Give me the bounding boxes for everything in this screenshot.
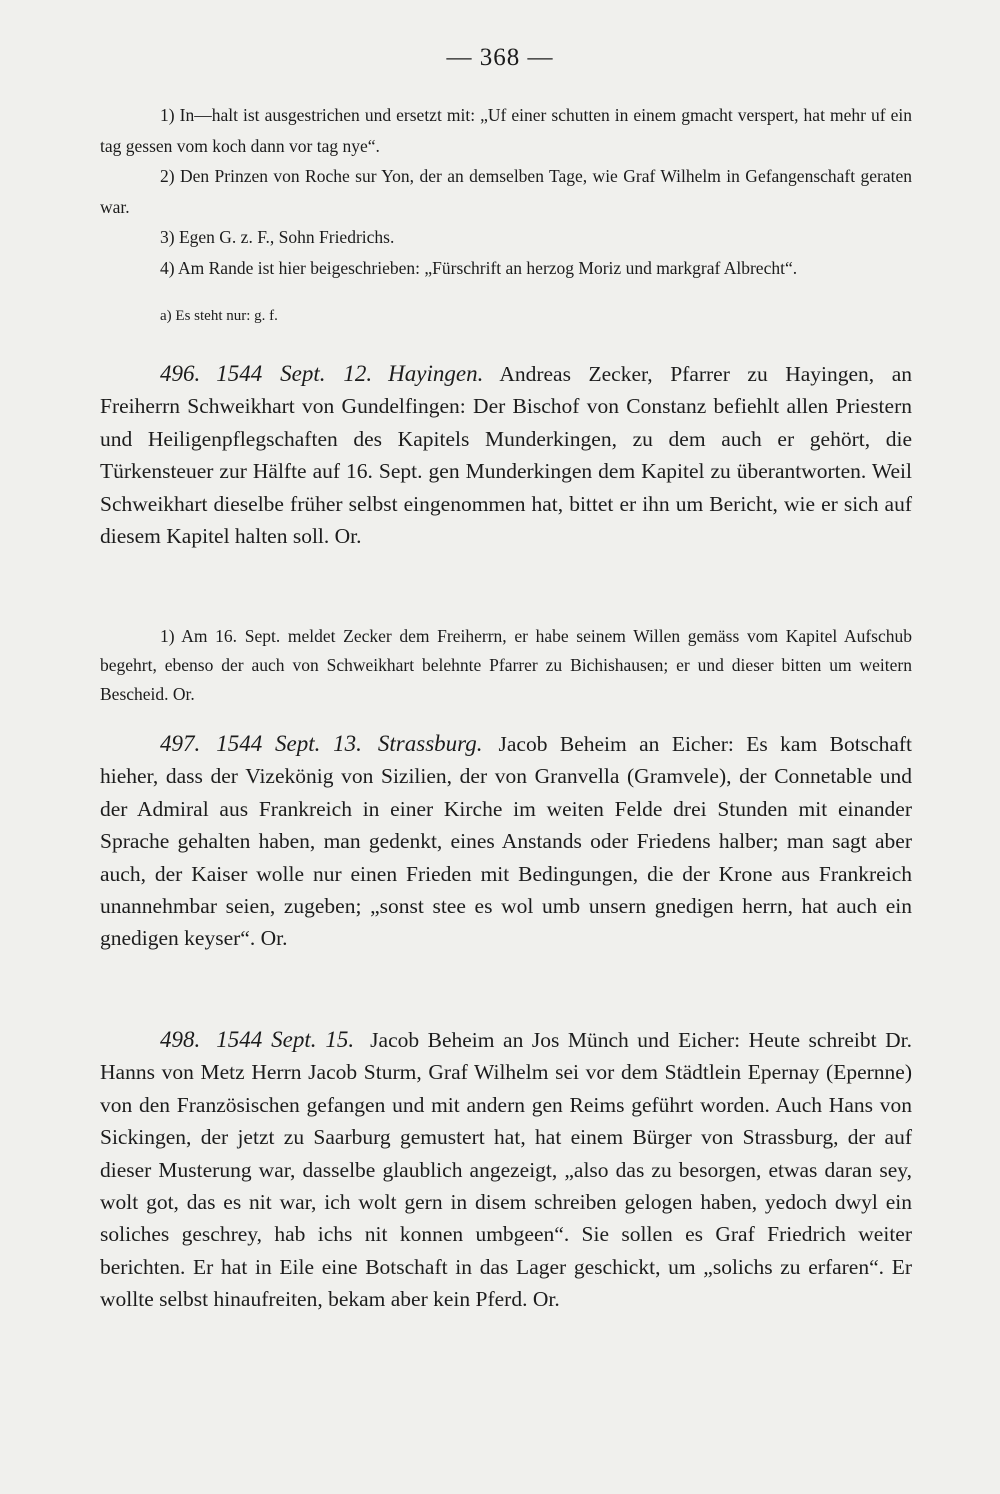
footnote-text: Am Rande ist hier beigeschrieben: „Fürschrift an herzog Moriz und markgraf Albrecht“. — [178, 257, 798, 278]
entry-date: 1544 Sept. 12. — [216, 361, 373, 386]
entry-place: Hayingen. — [388, 361, 484, 386]
entry-date: 1544 Sept. 15. — [216, 1027, 355, 1052]
entry-498 — [100, 1024, 912, 1316]
footnote-text: Den Prinzen von Roche sur Yon, der an demselben Tage, wie Graf Wilhelm in Gefangenschaft geraten war. — [100, 166, 913, 217]
footnotes-top — [100, 100, 912, 332]
footnote-1 — [100, 100, 912, 161]
entry-496-footnote — [100, 622, 912, 709]
footnote-2 — [100, 161, 912, 222]
entry-place: Strassburg. — [377, 731, 483, 756]
entry-497 — [100, 728, 912, 955]
entry-body — [100, 358, 912, 552]
entry-number: 497. — [160, 731, 201, 756]
entry-body — [100, 1024, 912, 1316]
footnote-marker: 3) — [160, 227, 175, 247]
entry-text: Jacob Beheim an Eicher: Es kam Botschaft hieher, dass der Vizekönig von Sizilien, der von Granvella (Gramvele), der Connetable und der Admiral aus Frankreich in einer Kirche im weiten Felde drei Stunden mit einander Sprache gehalten haben, man gedenkt, eines Anstands oder Friedens halber; man sagt aber auch, der Kaiser wolle nur einen Frieden mit Bedingungen, die der Krone aus Frankreich unannehmbar seien, zugeben; „sonst stee es wol umb unsern gnedigen herrn, hat auch ein gnedigen keyser“. Or. — [100, 732, 912, 951]
entry-496 — [100, 358, 912, 552]
footnote-4 — [100, 253, 912, 284]
footnote-marker: 2) — [160, 166, 175, 186]
entry-text: Andreas Zecker, Pfarrer zu Hayingen, an Freiherrn Schweikhart von Gundelfingen: Der Bischof von Constanz befiehlt allen Priestern und Heiligenpflegschaften des Kapitels Munderkingen, zu dem auch er gehört, die Türkensteuer zur Hälfte auf 16. Sept. gen Munderkingen dem Kapitel zu überantworten. Weil Schweikhart dieselbe früher selbst eingenommen hat, bittet er ihn um Bericht, wie er sich auf diesem Kapitel halten soll. Or. — [100, 362, 912, 549]
entry-body — [100, 728, 912, 955]
footnote-marker: 1) — [160, 105, 175, 125]
footnote-text: Egen G. z. F., Sohn Friedrichs. — [178, 227, 395, 247]
variant-note: a) Es steht nur: g. f. — [160, 308, 278, 324]
footnote-marker: 4) — [160, 257, 175, 278]
entry-date: 1544 Sept. 13. — [216, 731, 362, 756]
entry-number: 496. — [160, 361, 201, 386]
footnote-text: In—halt ist ausgestrichen und ersetzt mit: „Uf einer schutten in einem gmacht verspert, hat mehr uf ein tag gessen vom koch dann vor tag nye“. — [100, 105, 912, 156]
footnote-3 — [100, 222, 912, 253]
footnote-text: 1) Am 16. Sept. meldet Zecker dem Freiherrn, er habe seinem Willen gemäss vom Kapitel Aufschub begehrt, ebenso der auch von Schweikhart belehnte Pfarrer zu Bichishausen; er und dieser bitten um weitern Bescheid. Or. — [100, 626, 912, 704]
page-number: — 368 — — [446, 44, 554, 71]
entry-text: Jacob Beheim an Jos Münch und Eicher: Heute schreibt Dr. Hanns von Metz Herrn Jacob Sturm, Graf Wilhelm sei vor dem Städtlein Epernay (Epernne) von den Französischen gefangen und mit andern gen Reims geführt worden. Auch Hans von Sickingen, der jetzt zu Saarburg gemustert hat, hat einem Bürger von Strassburg, der auf dieser Musterung war, dasselbe glaublich angezeigt, „also das zu besorgen, etwas daran sey, wolt got, das es nit war, ich wolt gern in disem schreiben gelogen haben, yedoch dwyl ein soliches geschrey, hab ichs nit konnen umbgeen“. Sie sollen es Graf Friedrich weiter berichten. Er hat in Eile eine Botschaft in das Lager geschickt, um „solichs zu erfaren“. Er wollte selbst hinaufreiten, bekam aber kein Pferd. Or. — [100, 1028, 912, 1312]
entry-number: 498. — [160, 1027, 201, 1052]
